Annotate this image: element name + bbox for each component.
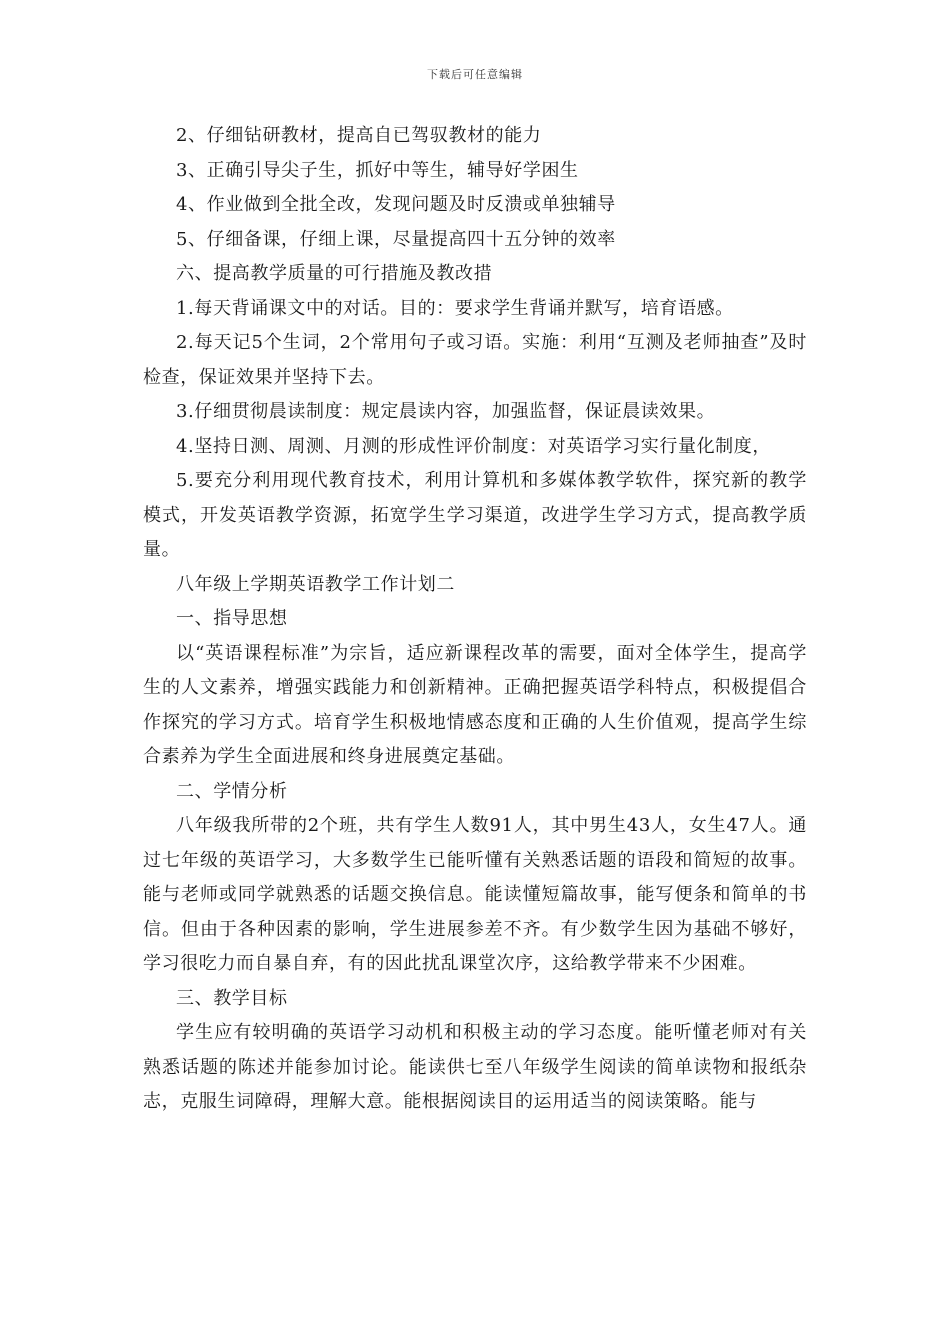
section-heading-6: 六、提高教学质量的可行措施及教改措 bbox=[176, 263, 493, 284]
paragraph-2: 3、正确引导尖子生，抓好中等生，辅导好学困生 bbox=[176, 159, 579, 181]
paragraph-10: 5.要充分利用现代教育技术，利用计算机和多媒体教学软件，探究新的教学模式，开发英语教学资源，拓宽学生学习渠道，改进学生学习方式，提高教学质量。 bbox=[143, 470, 807, 560]
paragraph-teaching-goals: 学生应有较明确的英语学习动机和积极主动的学习态度。能听懂老师对有关熟悉话题的陈述并能参加讨论。能读供七至八年级学生阅读的简单读物和报纸杂志，克服生词障碍，理解大意。能根据阅读目的运用适当的阅读策略。能与 bbox=[143, 1022, 807, 1112]
paragraph-3: 4、作业做到全批全改，发现问题及时反溃或单独辅导 bbox=[176, 194, 616, 215]
section-heading-student-analysis: 二、学情分析 bbox=[176, 780, 288, 802]
paragraph-9: 4.坚持日测、周测、月测的形成性评价制度：对英语学习实行量化制度， bbox=[176, 435, 771, 457]
paragraph-4: 5、仔细备课，仔细上课，尽量提高四十五分钟的效率 bbox=[176, 228, 616, 250]
paragraph-student-analysis: 八年级我所带的2个班，共有学生人数91人，其中男生43人，女生47人。通过七年级的英语学习，大多数学生已能听懂有关熟悉话题的语段和简短的故事。能与老师或同学就熟悉的话题交换信息。能读懂短篇故事，能写便条和简单的书信。但由于各种因素的影响，学生进展参差不齐。有少数学生因为基础不够好，学习很吃力而自暴自弃，有的因此扰乱课堂次序，这给教学带来不少困难。 bbox=[143, 815, 807, 974]
section-heading-teaching-goals: 三、教学目标 bbox=[176, 987, 288, 1009]
paragraph-6: 1.每天背诵课文中的对话。目的：要求学生背诵并默写，培育语感。 bbox=[176, 297, 734, 319]
page-header-note: 下载后可任意编辑 bbox=[427, 68, 523, 81]
paragraph-7: 2.每天记5个生词，2个常用句子或习语。实施：利用“互测及老师抽查”及时检查，保证效果并坚持下去。 bbox=[143, 332, 807, 388]
paragraph-8: 3.仔细贯彻晨读制度：规定晨读内容，加强监督，保证晨读效果。 bbox=[176, 401, 716, 422]
plan-title: 八年级上学期英语教学工作计划二 bbox=[176, 573, 455, 595]
document-body bbox=[143, 119, 807, 1120]
paragraph-guiding-ideas: 以“英语课程标准”为宗旨，适应新课程改革的需要，面对全体学生，提高学生的人文素养，增强实践能力和创新精神。正确把握英语学科特点，积极提倡合作探究的学习方式。培育学生积极地情感态度和正确的人生价值观，提高学生综合素养为学生全面进展和终身进展奠定基础。 bbox=[143, 642, 807, 767]
section-heading-guiding-ideas: 一、指导思想 bbox=[176, 608, 288, 629]
paragraph-1: 2、仔细钻研教材，提高自已驾驭教材的能力 bbox=[176, 125, 542, 146]
